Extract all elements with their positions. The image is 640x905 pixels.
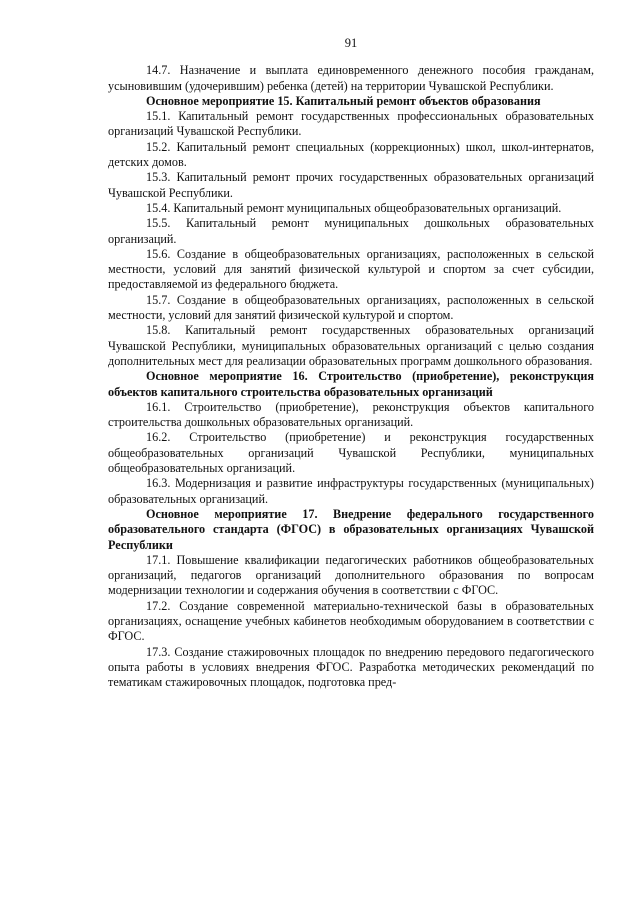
paragraph: 15.5. Капитальный ремонт муниципальных дошкольных образовательных организаций. — [108, 216, 594, 246]
section-heading: Основное мероприятие 16. Строительство (приобретение), реконструкция объектов капитального строительства образовательных организаций — [108, 369, 594, 399]
paragraph-list — [108, 63, 594, 690]
page-number: 91 — [344, 36, 358, 50]
paragraph: 16.1. Строительство (приобретение), реконструкция объектов капитального строительства дошкольных образовательных организаций. — [108, 399, 594, 430]
paragraph: 14.7. Назначение и выплата единовременного денежного пособия гражданам, усыновившим (удочерившим) ребенка (детей) на территории Чувашской Республики. — [108, 63, 594, 93]
section-heading: Основное мероприятие 15. Капитальный ремонт объектов образования — [146, 93, 541, 108]
paragraph: 17.2. Создание современной материально-технической базы в образовательных организациях, оснащение учебных кабинетов необходимым оборудованием в соответствии с ФГОС. — [108, 598, 594, 644]
section-heading: Основное мероприятие 17. Внедрение федерального государственного образовательного стандарта (ФГОС) в образовательных организациях Чувашской Республики — [108, 506, 594, 552]
paragraph: 17.3. Создание стажировочных площадок по внедрению передового педагогического опыта работы в условиях внедрения ФГОС. Разработка методических рекомендаций по тематикам стажировочных площадок, подготовка пред- — [108, 644, 594, 690]
paragraph: 15.7. Создание в общеобразовательных организациях, расположенных в сельской местности, условий для занятий физической культурой и спортом. — [108, 292, 594, 323]
document-page — [108, 36, 594, 690]
paragraph: 16.3. Модернизация и развитие инфраструктуры государственных (муниципальных) образовательных организаций. — [108, 476, 594, 506]
paragraph: 16.2. Строительство (приобретение) и реконструкция государственных общеобразовательных организаций Чувашской Республики, муниципальных общеобразовательных организаций. — [108, 430, 594, 476]
paragraph: 15.4. Капитальный ремонт муниципальных общеобразовательных организаций. — [146, 200, 562, 215]
paragraph: 15.8. Капитальный ремонт государственных образовательных организаций Чувашской Республики, муниципальных образовательных организаций с целью создания дополнительных мест для реализации образовательных программ дошкольного образования. — [108, 323, 594, 368]
paragraph: 15.2. Капитальный ремонт специальных (коррекционных) школ, школ-интернатов, детских домов. — [108, 139, 594, 170]
paragraph: 15.6. Создание в общеобразовательных организациях, расположенных в сельской местности, условий для занятий физической культурой и спортом за счет субсидии, предоставляемой из федерального бюджета. — [108, 246, 594, 292]
paragraph: 17.1. Повышение квалификации педагогических работников общеобразовательных организаций, педагогов организаций дополнительного образования по вопросам модернизации технологии и содержания обучения в соответствии с ФГОС. — [108, 552, 594, 598]
paragraph: 15.1. Капитальный ремонт государственных профессиональных образовательных организаций Чувашской Республики. — [108, 109, 594, 139]
paragraph: 15.3. Капитальный ремонт прочих государственных образовательных организаций Чувашской Республики. — [108, 170, 594, 200]
